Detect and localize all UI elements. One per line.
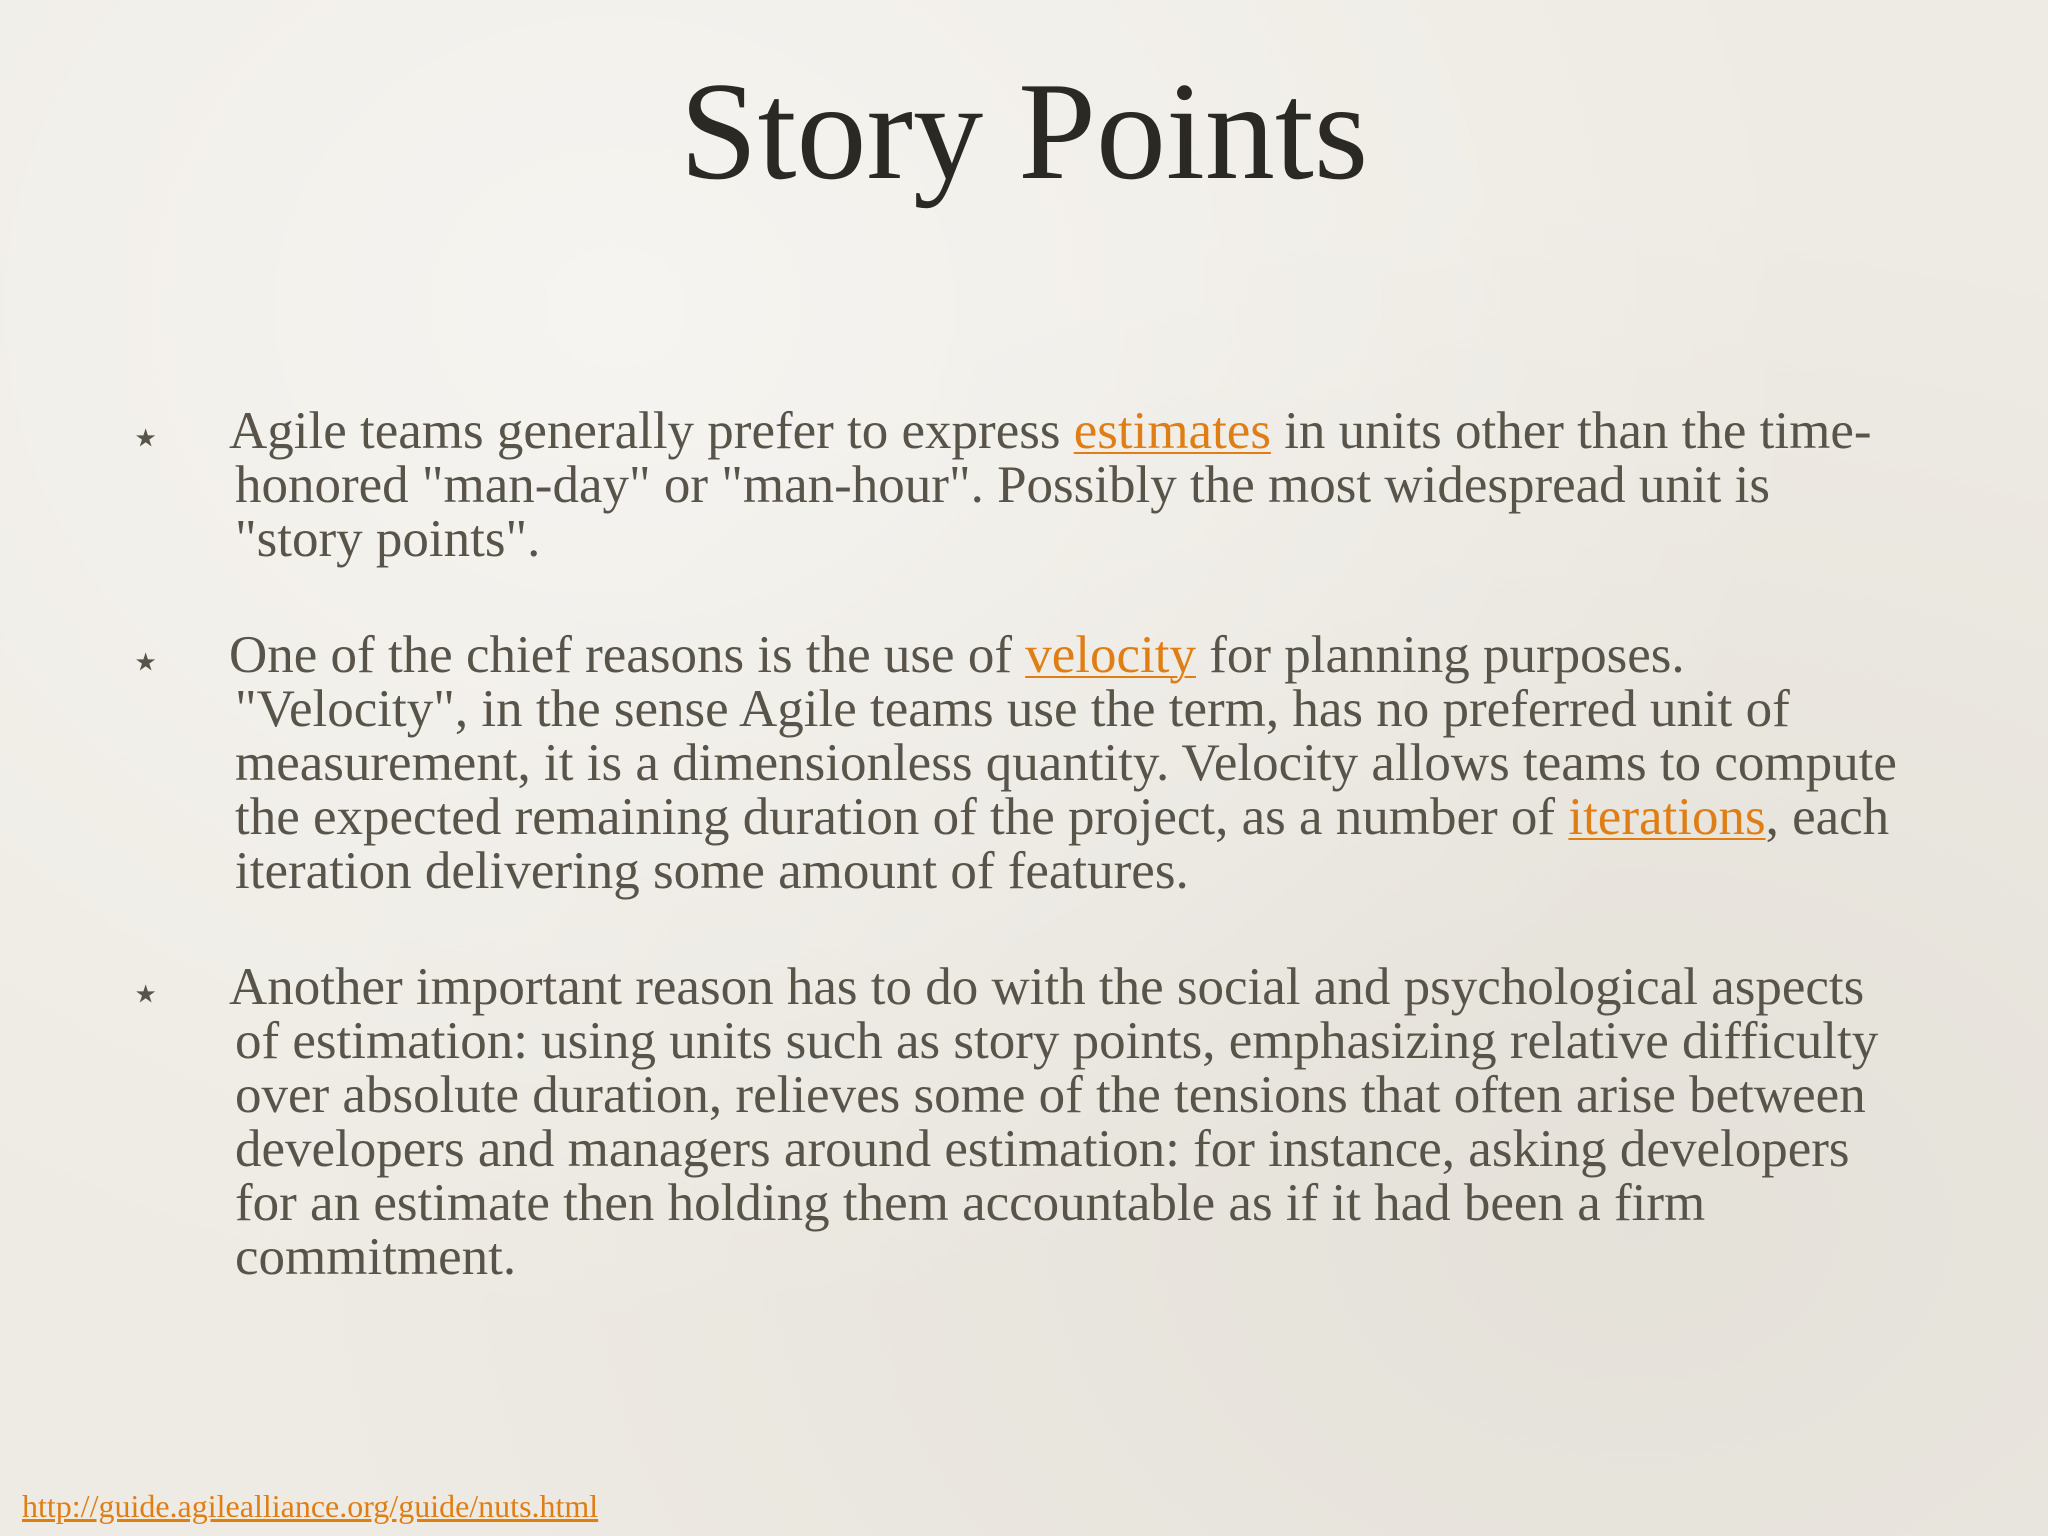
bullet-list (130, 404, 1910, 1346)
bullet-text-after: in units other than the time-honored "man-day" or "man-hour". Possibly the most widespread unit is "story points". (235, 402, 1872, 568)
slide-title: Story Points (679, 54, 1369, 209)
source-url-link[interactable]: http://guide.agilealliance.org/guide/nuts.html (22, 1488, 599, 1524)
star-bullet-icon: ⋆ (130, 409, 162, 465)
bullet-text (229, 626, 1910, 900)
bullet-text-before: Agile teams generally prefer to express (229, 402, 1074, 460)
iterations-link[interactable]: iterations (1568, 788, 1766, 846)
bullet-text: Another important reason has to do with the social and psychological aspects of estimation: using units such as story points, emphasizing relative difficulty over absolute duration, relieves some of the tensions that often arise between developers and managers around estimation: for instance, asking developers for an estimate then holding them accountable as if it had been a firm commitment. (229, 958, 1879, 1286)
bullet-text-before: One of the chief reasons is the use of (229, 626, 1026, 684)
star-bullet-icon: ⋆ (130, 965, 162, 1021)
bullet-item-estimates (130, 404, 1910, 566)
estimates-link[interactable]: estimates (1073, 402, 1271, 460)
bullet-text (229, 402, 1910, 568)
bullet-text-middle: for planning purposes. "Velocity", in the sense Agile teams use the term, has no preferred unit of measurement, it is a dimensionless quantity. Velocity allows teams to compute the expected remaining duration of the project, as a number of (235, 626, 1897, 846)
bullet-item-social-reason (130, 960, 1910, 1284)
bullet-item-velocity (130, 628, 1910, 898)
star-bullet-icon: ⋆ (130, 633, 162, 689)
bullet-text-after: , each iteration delivering some amount of features. (235, 788, 1890, 900)
velocity-link[interactable]: velocity (1025, 626, 1196, 684)
